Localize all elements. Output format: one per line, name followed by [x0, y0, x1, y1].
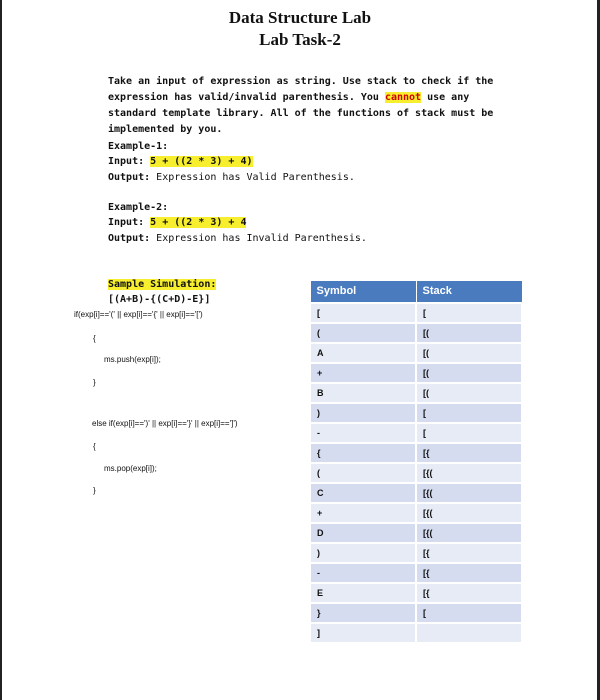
table-row — [310, 303, 522, 323]
stack-cell: [{ — [416, 543, 522, 563]
symbol-cell: ] — [310, 623, 416, 643]
stack-table-body — [310, 303, 522, 643]
table-row — [310, 403, 522, 423]
code-close-brace: } — [93, 486, 96, 495]
code-push-call: ms.push(exp[i]); — [104, 355, 161, 364]
example-1-input-value: 5 + ((2 * 3) + 4) — [150, 156, 253, 167]
table-row — [310, 343, 522, 363]
stack-cell: [{ — [416, 563, 522, 583]
cannot-highlight: cannot — [384, 92, 422, 103]
table-row — [310, 423, 522, 443]
symbol-cell: ( — [310, 323, 416, 343]
example-2-output-value: Expression has Invalid Parenthesis. — [150, 233, 367, 244]
table-row — [310, 543, 522, 563]
table-row — [310, 503, 522, 523]
table-row — [310, 603, 522, 623]
table-row — [310, 443, 522, 463]
table-row — [310, 563, 522, 583]
symbol-cell: D — [310, 523, 416, 543]
stack-cell: [{ — [416, 443, 522, 463]
code-else-if-condition: else if(exp[i]==')' || exp[i]=='}' || exp[i]==']') — [92, 419, 238, 428]
task-line-2-text: expression has valid/invalid parenthesis. You — [108, 92, 385, 103]
symbol-cell: - — [310, 563, 416, 583]
stack-cell — [416, 623, 522, 643]
example-2-output — [108, 233, 367, 244]
table-row — [310, 363, 522, 383]
symbol-cell: { — [310, 443, 416, 463]
table-row — [310, 323, 522, 343]
stack-cell: [{ — [416, 583, 522, 603]
symbol-cell: - — [310, 423, 416, 443]
input-label: Input: — [108, 156, 145, 167]
page-edge-left — [0, 0, 2, 700]
input-label: Input: — [108, 217, 145, 228]
stack-cell: [{( — [416, 483, 522, 503]
symbol-cell: A — [310, 343, 416, 363]
task-line-2-tail: use any — [421, 92, 470, 103]
table-row — [310, 483, 522, 503]
stack-cell: [{( — [416, 503, 522, 523]
example-2-heading: Example-2: — [108, 202, 169, 213]
task-line-3: standard template library. All of the functions of stack must be — [108, 108, 494, 119]
symbol-cell: E — [310, 583, 416, 603]
simulation-label-text: Sample Simulation: — [108, 279, 217, 290]
table-row — [310, 463, 522, 483]
stack-cell: [{( — [416, 523, 522, 543]
symbol-cell: } — [310, 603, 416, 623]
stack-cell: [( — [416, 343, 522, 363]
table-row — [310, 583, 522, 603]
symbol-column-header: Symbol — [310, 281, 416, 303]
stack-cell: [{( — [416, 463, 522, 483]
example-1-heading: Example-1: — [108, 141, 169, 152]
symbol-cell: C — [310, 483, 416, 503]
example-1-output-value: Expression has Valid Parenthesis. — [150, 172, 355, 183]
example-1-output — [108, 172, 355, 183]
stack-cell: [ — [416, 403, 522, 423]
code-pop-call: ms.pop(exp[i]); — [104, 464, 157, 473]
code-if-condition: if(exp[i]=='(' || exp[i]=='{' || exp[i]=='[') — [74, 310, 203, 319]
example-2-input-value: 5 + ((2 * 3) + 4 — [150, 217, 247, 228]
symbol-cell: ) — [310, 543, 416, 563]
stack-cell: [( — [416, 363, 522, 383]
stack-cell: [ — [416, 603, 522, 623]
simulation-label — [108, 279, 216, 290]
table-row — [310, 383, 522, 403]
symbol-cell: ( — [310, 463, 416, 483]
symbol-cell: + — [310, 503, 416, 523]
task-line-4: implemented by you. — [108, 124, 223, 135]
stack-cell: [ — [416, 303, 522, 323]
stack-column-header: Stack — [416, 281, 522, 303]
stack-cell: [( — [416, 383, 522, 403]
output-label: Output: — [108, 172, 151, 183]
task-line-1: Take an input of expression as string. Use stack to check if the — [108, 76, 494, 87]
task-line-2 — [108, 92, 469, 103]
table-row — [310, 523, 522, 543]
symbol-cell: B — [310, 383, 416, 403]
table-header-row — [310, 281, 522, 303]
stack-cell: [( — [416, 323, 522, 343]
page-title: Data Structure Lab — [228, 8, 372, 27]
page-subtitle: Lab Task-2 — [259, 30, 341, 49]
output-label: Output: — [108, 233, 151, 244]
stack-cell: [ — [416, 423, 522, 443]
simulation-expression: [(A+B)-{(C+D)-E}] — [108, 294, 211, 305]
symbol-cell: [ — [310, 303, 416, 323]
symbol-cell: ) — [310, 403, 416, 423]
symbol-cell: + — [310, 363, 416, 383]
stack-table — [309, 280, 523, 644]
example-2-input — [108, 217, 246, 228]
code-open-brace: { — [93, 334, 96, 343]
table-row — [310, 623, 522, 643]
code-open-brace: { — [93, 442, 96, 451]
code-close-brace: } — [93, 378, 96, 387]
example-1-input — [108, 156, 253, 167]
